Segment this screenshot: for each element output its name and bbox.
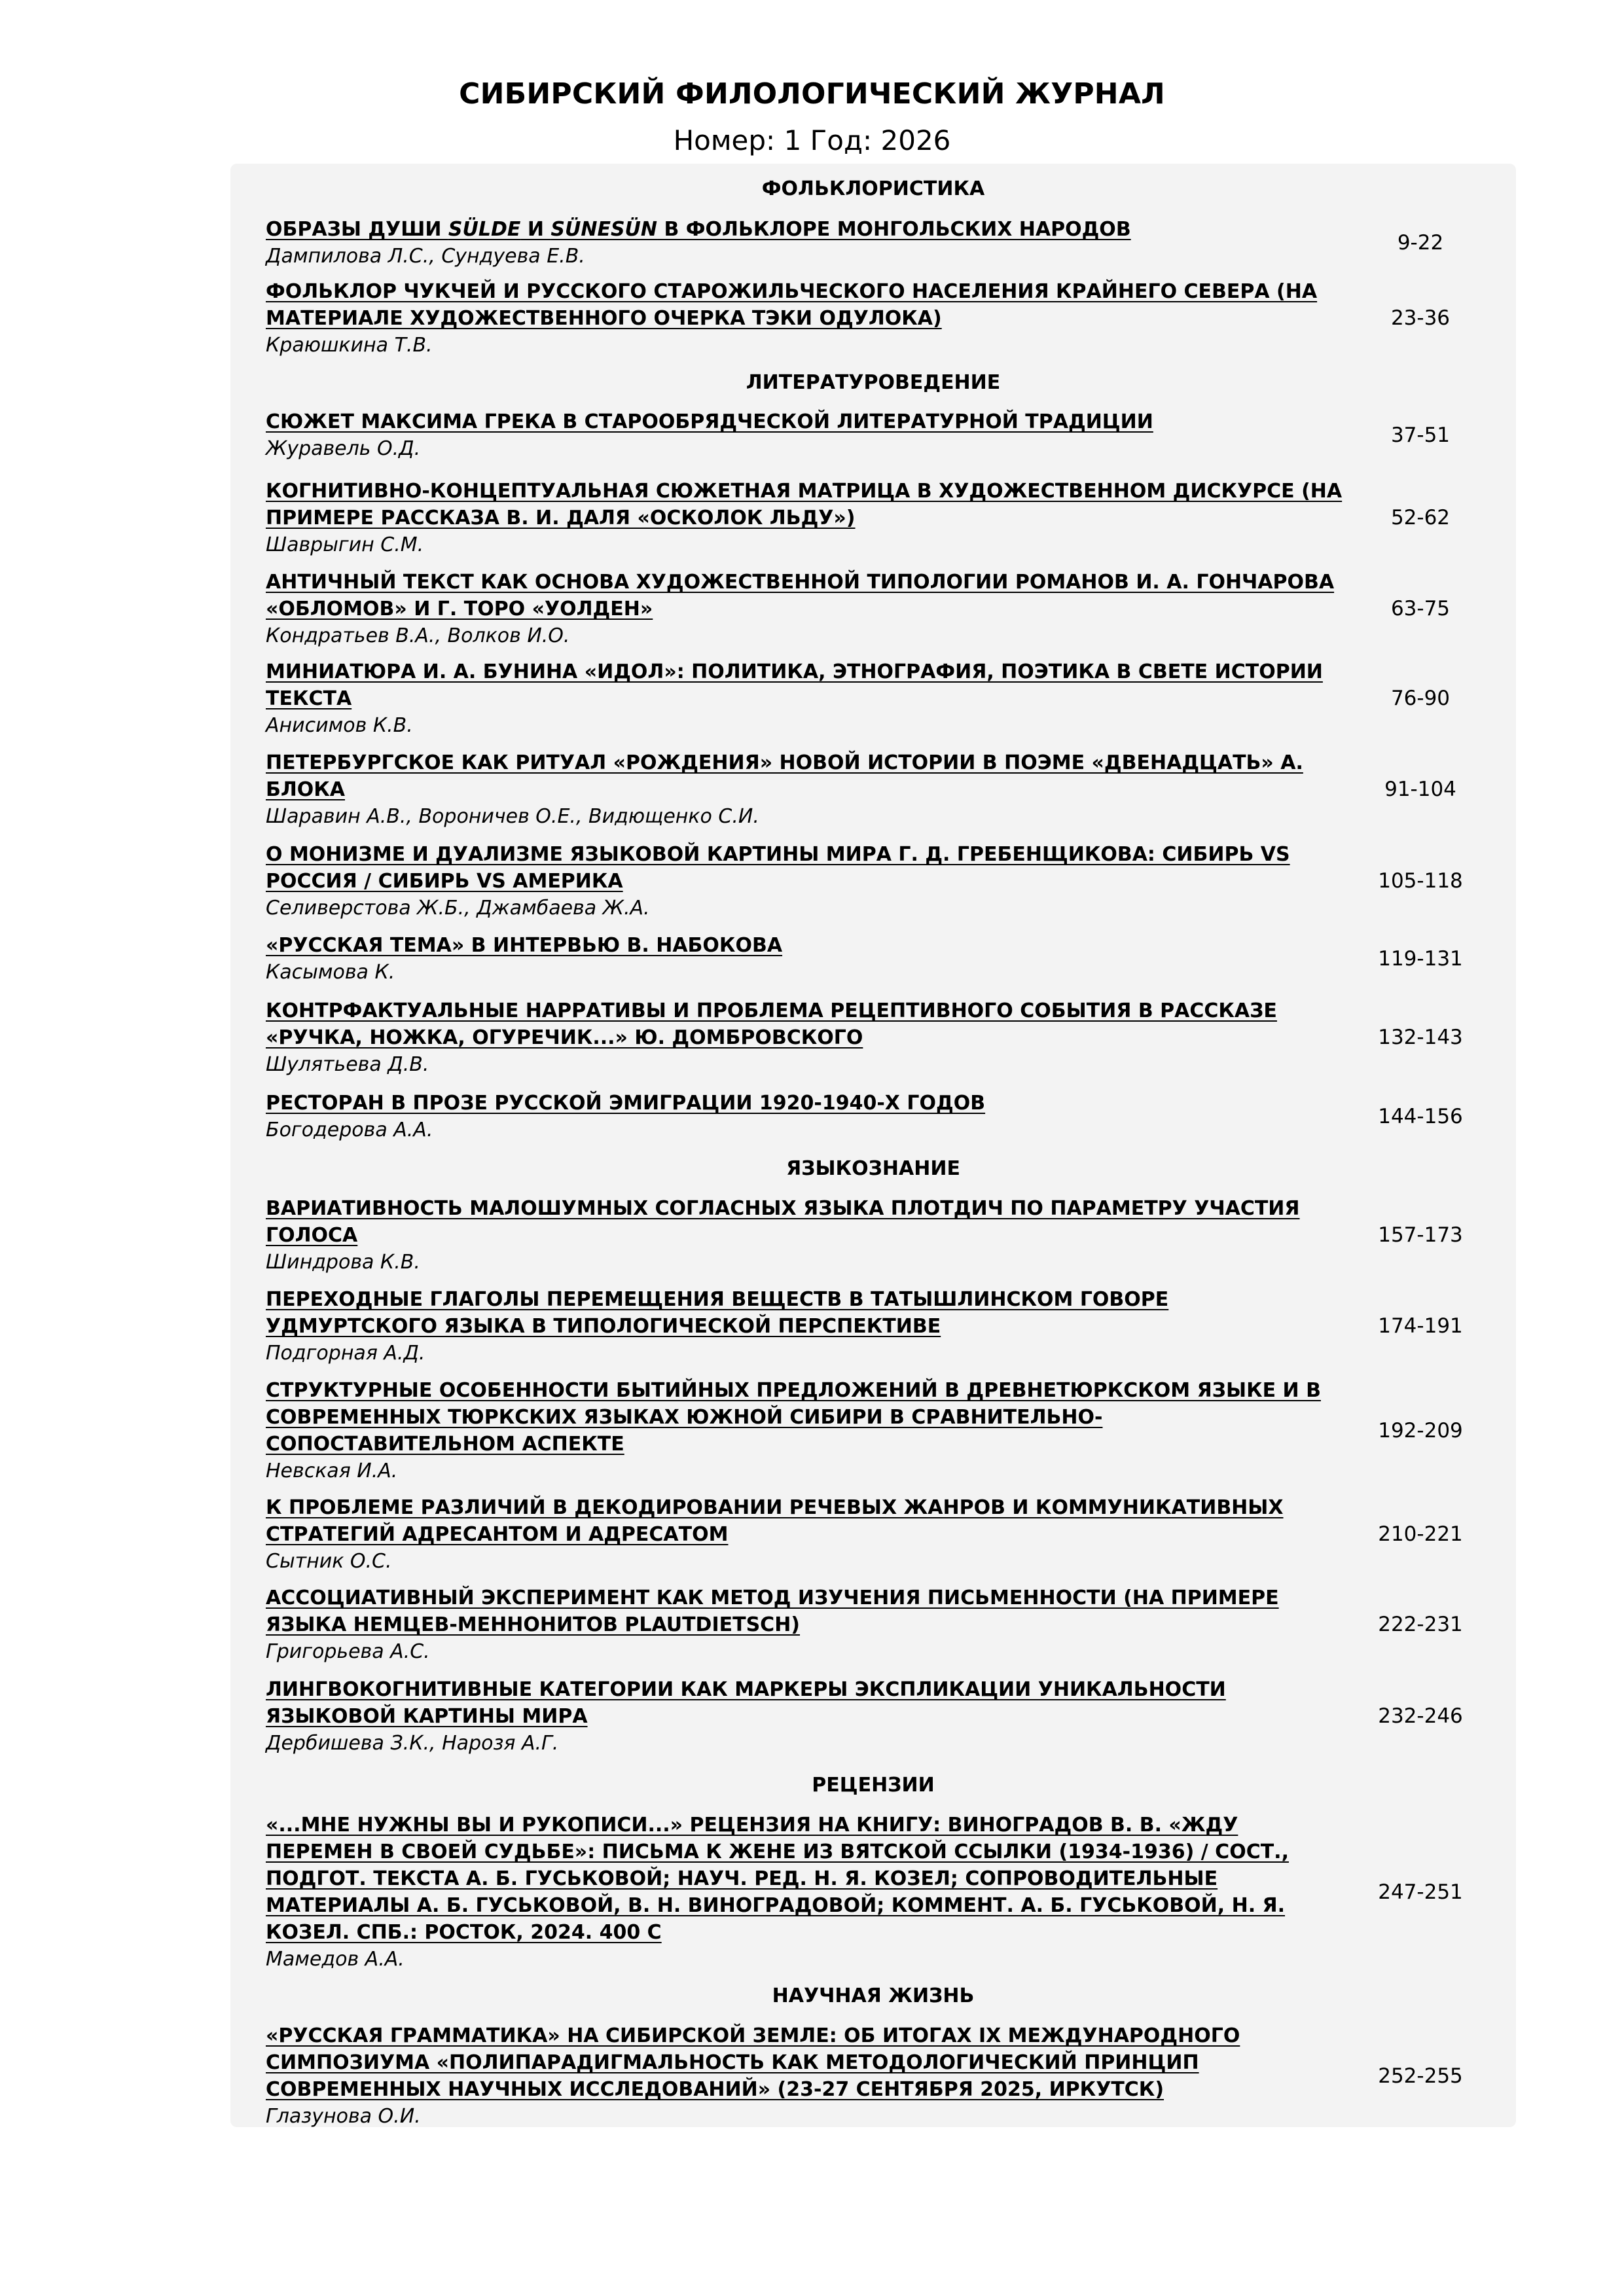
issue-label: Номер: [673, 124, 776, 156]
article-title-line: ЛИНГВОКОГНИТИВНЫЕ КАТЕГОРИИ КАК МАРКЕРЫ ЭКСПЛИКАЦИИ УНИКАЛЬНОСТИ [266, 1678, 1226, 1701]
article-title-line: ГОЛОСА [266, 1224, 358, 1247]
article-title-link[interactable] [266, 408, 1365, 435]
article-authors: Мамедов А.А. [266, 1948, 405, 1971]
article-title-line: МАТЕРИАЛЕ ХУДОЖЕСТВЕННОГО ОЧЕРКА ТЭКИ ОДУЛОКА) [266, 307, 942, 330]
article-title-line: БЛОКА [266, 778, 346, 801]
article-title-link[interactable] [266, 841, 1365, 895]
article-title-line: «ОБЛОМОВ» И Г. ТОРО «УОЛДЕН» [266, 598, 653, 620]
article-pages: 132-143 [1378, 1026, 1463, 1049]
article-authors: Шулятьева Д.В. [266, 1053, 429, 1076]
section-heading: НАУЧНАЯ ЖИЗНЬ [772, 1984, 975, 2007]
article-title-link[interactable] [266, 1812, 1365, 1946]
article-title-link[interactable] [266, 1585, 1365, 1638]
article-title-line: УДМУРТСКОГО ЯЗЫКА В ТИПОЛОГИЧЕСКОЙ ПЕРСПЕКТИВЕ [266, 1315, 941, 1338]
article-authors: Сытник О.С. [266, 1550, 392, 1573]
article-pages: 232-246 [1378, 1704, 1463, 1728]
article-pages: 174-191 [1378, 1314, 1463, 1338]
article-title-line: КОЗЕЛ. СПБ.: РОСТОК, 2024. 400 С [266, 1921, 662, 1944]
article-title-line: РЕСТОРАН В ПРОЗЕ РУССКОЙ ЭМИГРАЦИИ 1920-1940-Х ГОДОВ [266, 1092, 986, 1115]
article-authors: Анисимов К.В. [266, 714, 413, 737]
article-title-line: СИМПОЗИУМА «ПОЛИПАРАДИГМАЛЬНОСТЬ КАК МЕТОДОЛОГИЧЕСКИЙ ПРИНЦИП [266, 2051, 1199, 2074]
article-title-link[interactable] [266, 216, 1365, 243]
article-authors: Шиндрова К.В. [266, 1251, 420, 1274]
article-title-line: МАТЕРИАЛЫ А. Б. ГУСЬКОВОЙ, В. Н. ВИНОГРАДОВОЙ; КОММЕНТ. А. Б. ГУСЬКОВОЙ, Н. Я. [266, 1894, 1286, 1917]
article-title-part: И [520, 218, 551, 241]
article-title-line: КОНТРФАКТУАЛЬНЫЕ НАРРАТИВЫ И ПРОБЛЕМА РЕЦЕПТИВНОГО СОБЫТИЯ В РАССКАЗЕ [266, 999, 1277, 1022]
issue-line [0, 124, 1624, 156]
article-title-link[interactable] [266, 278, 1365, 332]
article-title-line: ПЕРЕХОДНЫЕ ГЛАГОЛЫ ПЕРЕМЕЩЕНИЯ ВЕЩЕСТВ В ТАТЫШЛИНСКОМ ГОВОРЕ [266, 1288, 1169, 1311]
article-authors: Богодерова А.А. [266, 1119, 433, 1141]
article-title-line: «РУССКАЯ ГРАММАТИКА» НА СИБИРСКОЙ ЗЕМЛЕ: ОБ ИТОГАХ IX МЕЖДУНАРОДНОГО [266, 2024, 1240, 2047]
article-title-link[interactable] [266, 1286, 1365, 1340]
year-value: 2026 [880, 124, 951, 156]
article-title-line: СОВРЕМЕННЫХ НАУЧНЫХ ИССЛЕДОВАНИЙ» (23-27 СЕНТЯБРЯ 2025, ИРКУТСК) [266, 2078, 1164, 2101]
article-authors: Дампилова Л.С., Сундуева Е.В. [266, 245, 585, 268]
article-title-line: О МОНИЗМЕ И ДУАЛИЗМЕ ЯЗЫКОВОЙ КАРТИНЫ МИРА Г. Д. ГРЕБЕНЩИКОВА: СИБИРЬ VS [266, 843, 1290, 866]
article-title-line: «РУССКАЯ ТЕМА» В ИНТЕРВЬЮ В. НАБОКОВА [266, 934, 783, 957]
article-title-link[interactable] [266, 1195, 1365, 1249]
article-authors: Краюшкина Т.В. [266, 334, 433, 357]
article-title-line: КОГНИТИВНО-КОНЦЕПТУАЛЬНАЯ СЮЖЕТНАЯ МАТРИЦА В ХУДОЖЕСТВЕННОМ ДИСКУРСЕ (НА [266, 480, 1343, 503]
article-authors: Подгорная А.Д. [266, 1342, 425, 1365]
article-authors: Селиверстова Ж.Б., Джамбаева Ж.А. [266, 897, 650, 920]
article-title-line: «...МНЕ НУЖНЫ ВЫ И РУКОПИСИ...» РЕЦЕНЗИЯ НА КНИГУ: ВИНОГРАДОВ В. В. «ЖДУ [266, 1814, 1238, 1837]
article-title-line: «РУЧКА, НОЖКА, ОГУРЕЧИК...» Ю. ДОМБРОВСКОГО [266, 1026, 863, 1049]
article-authors: Шаравин А.В., Вороничев О.Е., Видющенко С.И. [266, 805, 759, 828]
article-authors: Григорьева А.С. [266, 1640, 430, 1663]
section-heading: ЛИТЕРАТУРОВЕДЕНИЕ [746, 371, 1001, 394]
article-authors: Шаврыгин С.М. [266, 533, 424, 556]
article-title-line: ЯЗЫКА НЕМЦЕВ-МЕННОНИТОВ PLAUTDIETSCH) [266, 1613, 801, 1636]
article-title-line: РОССИЯ / СИБИРЬ VS АМЕРИКА [266, 870, 623, 893]
article-title-line: ПОДГОТ. ТЕКСТА А. Б. ГУСЬКОВОЙ; НАУЧ. РЕД. Н. Я. КОЗЕЛ; СОПРОВОДИТЕЛЬНЫЕ [266, 1867, 1218, 1890]
article-title-line: СТРУКТУРНЫЕ ОСОБЕННОСТИ БЫТИЙНЫХ ПРЕДЛОЖЕНИЙ В ДРЕВНЕТЮРКСКОМ ЯЗЫКЕ И В [266, 1379, 1321, 1402]
section-heading: ЯЗЫКОЗНАНИЕ [786, 1157, 960, 1180]
article-title-part: ОБРАЗЫ ДУШИ [266, 218, 448, 241]
article-pages: 9-22 [1397, 231, 1444, 255]
article-title-line: ПЕТЕРБУРГСКОЕ КАК РИТУАЛ «РОЖДЕНИЯ» НОВОЙ ИСТОРИИ В ПОЭМЕ «ДВЕНАДЦАТЬ» А. [266, 751, 1303, 774]
article-pages: 37-51 [1390, 423, 1451, 447]
article-title-link[interactable] [266, 2022, 1365, 2103]
article-title-link[interactable] [266, 1494, 1365, 1548]
article-title-line: К ПРОБЛЕМЕ РАЗЛИЧИЙ В ДЕКОДИРОВАНИИ РЕЧЕВЫХ ЖАНРОВ И КОММУНИКАТИВНЫХ [266, 1496, 1284, 1519]
year-label: Год: [810, 124, 873, 156]
article-title-line: СОПОСТАВИТЕЛЬНОМ АСПЕКТЕ [266, 1433, 624, 1456]
article-pages: 105-118 [1378, 869, 1463, 893]
article-title-line: ВАРИАТИВНОСТЬ МАЛОШУМНЫХ СОГЛАСНЫХ ЯЗЫКА ПЛОТДИЧ ПО ПАРАМЕТРУ УЧАСТИЯ [266, 1197, 1300, 1220]
article-title-link[interactable] [266, 569, 1365, 622]
article-authors: Невская И.А. [266, 1460, 398, 1482]
article-title-line: СОВРЕМЕННЫХ ТЮРКСКИХ ЯЗЫКАХ ЮЖНОЙ СИБИРИ В СРАВНИТЕЛЬНО- [266, 1406, 1103, 1429]
article-pages: 144-156 [1378, 1105, 1463, 1128]
article-title-line: ПЕРЕМЕН В СВОЕЙ СУДЬБЕ»: ПИСЬМА К ЖЕНЕ ИЗ ВЯТСКОЙ ССЫЛКИ (1934-1936) / СОСТ., [266, 1840, 1289, 1863]
article-title-link[interactable] [266, 478, 1365, 531]
article-title-link[interactable] [266, 1676, 1365, 1730]
article-title-link[interactable] [266, 932, 1365, 959]
article-title-line: АНТИЧНЫЙ ТЕКСТ КАК ОСНОВА ХУДОЖЕСТВЕННОЙ ТИПОЛОГИИ РОМАНОВ И. А. ГОНЧАРОВА [266, 571, 1335, 594]
article-pages: 210-221 [1378, 1522, 1463, 1546]
article-title-link[interactable] [266, 1090, 1365, 1117]
article-title-part: SÜLDE [448, 218, 521, 241]
article-pages: 52-62 [1390, 506, 1451, 529]
article-title-part: SÜNESÜN [550, 218, 658, 241]
article-pages: 119-131 [1378, 947, 1463, 971]
article-authors: Журавель О.Д. [266, 437, 421, 460]
article-title-link[interactable] [266, 1377, 1365, 1458]
article-pages: 76-90 [1390, 687, 1451, 710]
article-title-part: В ФОЛЬКЛОРЕ МОНГОЛЬСКИХ НАРОДОВ [657, 218, 1131, 241]
article-title-line: СЮЖЕТ МАКСИМА ГРЕКА В СТАРООБРЯДЧЕСКОЙ ЛИТЕРАТУРНОЙ ТРАДИЦИИ [266, 410, 1153, 433]
article-authors: Кондратьев В.А., Волков И.О. [266, 624, 570, 647]
article-title-line: ТЕКСТА [266, 687, 352, 710]
article-authors: Дербишева З.К., Нарозя А.Г. [266, 1732, 559, 1755]
article-title-line: СТРАТЕГИЙ АДРЕСАНТОМ И АДРЕСАТОМ [266, 1523, 729, 1546]
section-heading: ФОЛЬКЛОРИСТИКА [761, 177, 985, 200]
article-title-link[interactable] [266, 658, 1365, 712]
article-title-line: АССОЦИАТИВНЫЙ ЭКСПЕРИМЕНТ КАК МЕТОД ИЗУЧЕНИЯ ПИСЬМЕННОСТИ (НА ПРИМЕРЕ [266, 1587, 1279, 1609]
article-title-line: ЯЗЫКОВОЙ КАРТИНЫ МИРА [266, 1705, 588, 1728]
article-pages: 157-173 [1378, 1223, 1463, 1247]
article-title-line: ФОЛЬКЛОР ЧУКЧЕЙ И РУССКОГО СТАРОЖИЛЬЧЕСКОГО НАСЕЛЕНИЯ КРАЙНЕГО СЕВЕРА (НА [266, 280, 1318, 303]
article-pages: 222-231 [1378, 1613, 1463, 1636]
article-authors: Касымова К. [266, 961, 395, 984]
article-pages: 63-75 [1390, 597, 1451, 620]
article-title-line: МИНИАТЮРА И. А. БУНИНА «ИДОЛ»: ПОЛИТИКА, ЭТНОГРАФИЯ, ПОЭТИКА В СВЕТЕ ИСТОРИИ [266, 660, 1323, 683]
article-authors: Глазунова О.И. [266, 2105, 421, 2128]
article-title-link[interactable] [266, 997, 1365, 1051]
article-pages: 23-36 [1390, 306, 1451, 330]
article-title-link[interactable] [266, 749, 1365, 803]
article-pages: 192-209 [1378, 1419, 1463, 1443]
article-pages: 247-251 [1378, 1880, 1463, 1904]
article-title-line: ПРИМЕРЕ РАССКАЗА В. И. ДАЛЯ «ОСКОЛОК ЛЬДУ») [266, 507, 856, 529]
journal-title: СИБИРСКИЙ ФИЛОЛОГИЧЕСКИЙ ЖУРНАЛ [459, 77, 1165, 111]
article-pages: 252-255 [1378, 2064, 1463, 2088]
article-pages: 91-104 [1384, 778, 1456, 801]
section-heading: РЕЦЕНЗИИ [812, 1774, 935, 1797]
issue-number: 1 [784, 124, 802, 156]
